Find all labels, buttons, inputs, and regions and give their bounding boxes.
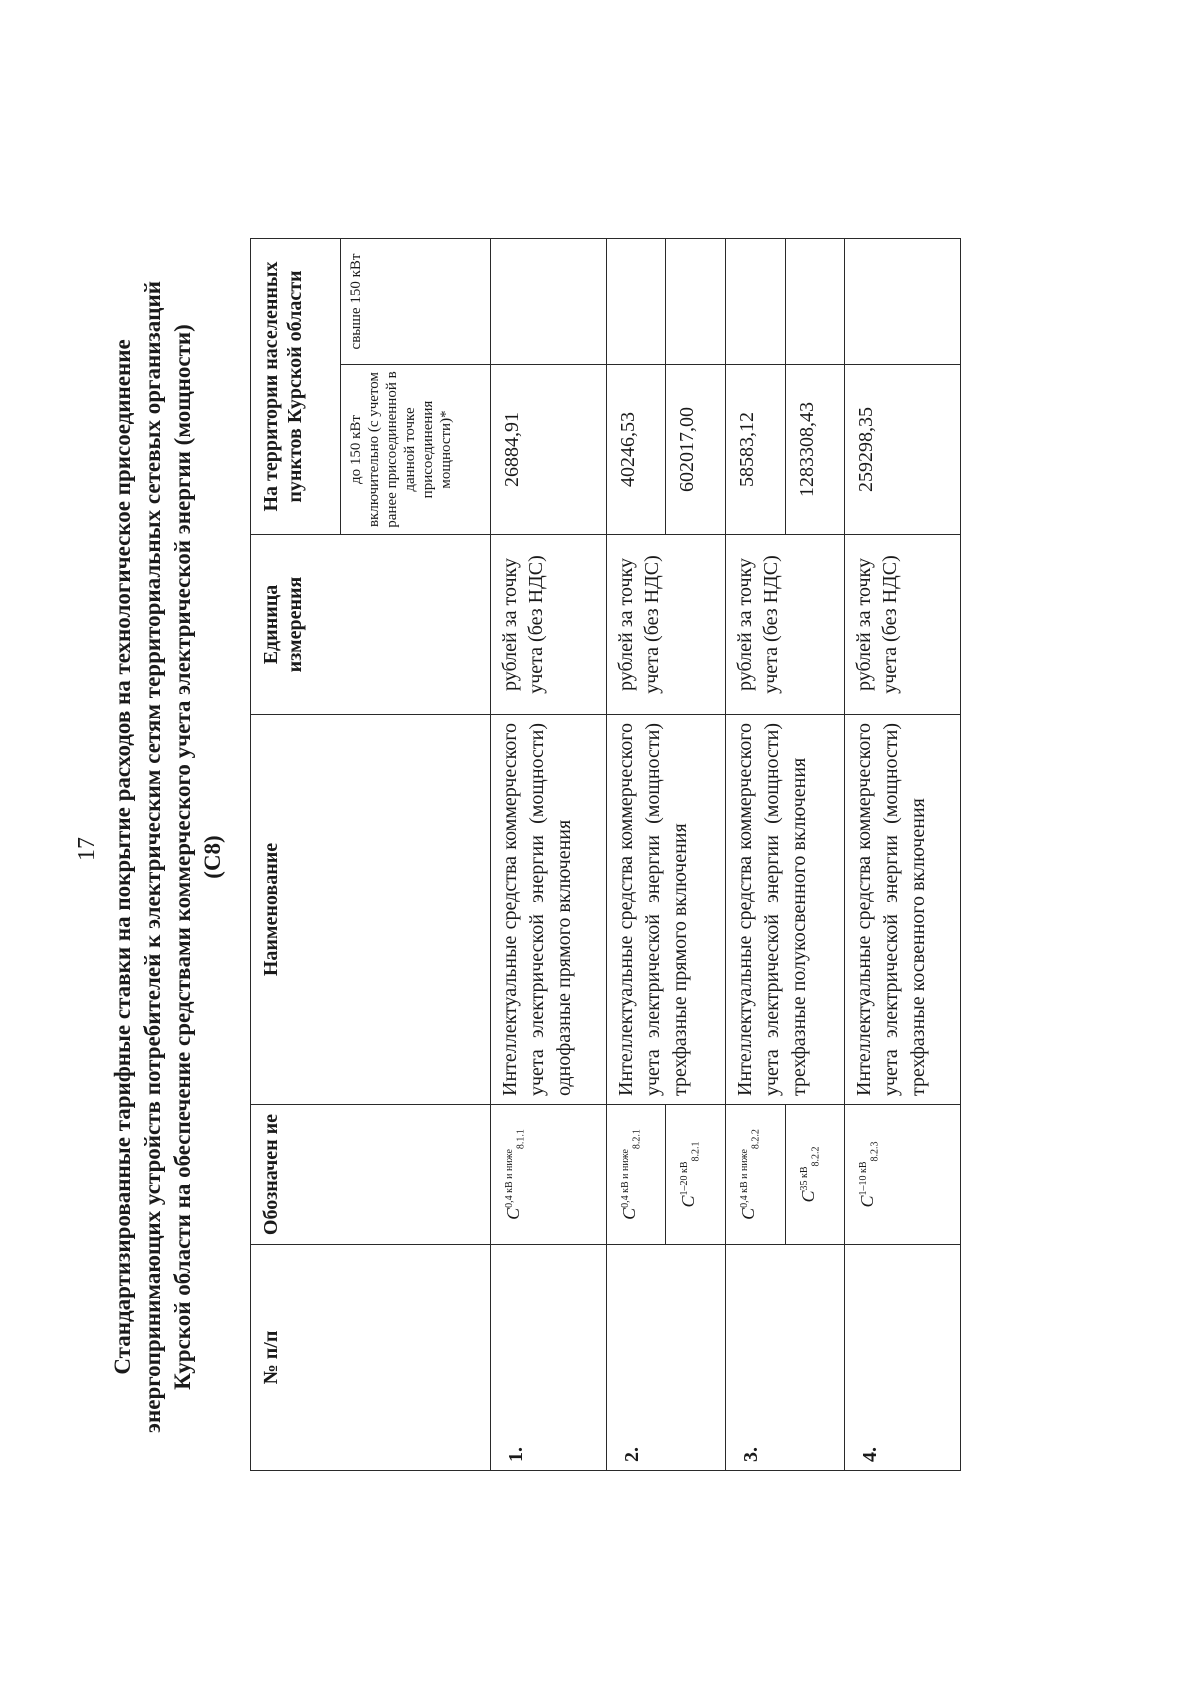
header-designation: Обозначен ие — [251, 1105, 491, 1245]
title-line-3: Курской области на обеспечение средствами коммерческого учета электрической энергии (мощности) — [170, 324, 195, 1390]
value-up-to-150: 26884,91 — [491, 365, 607, 535]
designation-symbol: C — [618, 1207, 639, 1220]
table-row — [491, 239, 607, 1471]
row-name: Интеллектуальные средства коммерческого учета электрической энергии (мощности) трехфазные косвенного включения — [845, 715, 961, 1105]
designation-index: 8.2.1 — [690, 1141, 702, 1162]
tariff-table — [250, 238, 961, 1471]
row-unit: рублей за точку учета (без НДС) — [491, 535, 607, 715]
value-up-to-150: 1283308,43 — [785, 365, 845, 535]
designation-index: 8.2.2 — [750, 1129, 762, 1150]
title-line-2: энергопринимающих устройств потребителей к электрическим сетям территориальных сетевых организаций — [140, 281, 165, 1433]
row-unit: рублей за точку учета (без НДС) — [725, 535, 844, 715]
designation-index: 8.2.2 — [810, 1146, 822, 1167]
designation-voltage: 0,4 кВ и ниже — [619, 1149, 631, 1208]
row-unit: рублей за точку учета (без НДС) — [845, 535, 961, 715]
header-num: № п/п — [251, 1245, 491, 1471]
value-over-150 — [845, 239, 961, 365]
designation-voltage: 0,4 кВ и ниже — [738, 1149, 750, 1208]
value-up-to-150: 58583,12 — [725, 365, 785, 535]
designation-symbol: C — [737, 1207, 758, 1220]
value-over-150 — [785, 239, 845, 365]
designation-symbol: C — [503, 1207, 523, 1220]
header-over-150: свыше 150 кВт — [341, 239, 491, 365]
designation-voltage: 35 кВ — [798, 1166, 810, 1191]
row-designation — [845, 1105, 961, 1245]
page-number: 17 — [74, 837, 100, 861]
value-up-to-150: 259298,35 — [845, 365, 961, 535]
header-unit: Единица измерения — [251, 535, 491, 715]
designation-voltage: 1–20 кВ — [679, 1161, 691, 1196]
row-number: 1. — [491, 1245, 607, 1471]
header-up-to-150: до 150 кВт включительно (с учетом ранее присоединенной в данной точке присоединения мощности)* — [341, 365, 491, 535]
designation-voltage: 1–10 кВ — [858, 1161, 870, 1196]
row-unit: рублей за точку учета (без НДС) — [606, 535, 725, 715]
row-number: 2. — [606, 1245, 725, 1471]
value-over-150 — [491, 239, 607, 365]
designation-index: 8.2.3 — [870, 1141, 881, 1162]
value-over-150 — [606, 239, 666, 365]
designation-symbol: C — [678, 1195, 699, 1208]
designation-symbol: C — [857, 1195, 878, 1208]
title-line-4: (С8) — [200, 835, 225, 879]
table-body — [491, 239, 961, 1471]
designation-voltage: 0,4 кВ и ниже — [504, 1149, 515, 1208]
row-designation — [606, 1105, 666, 1245]
row-designation — [725, 1105, 785, 1245]
row-name: Интеллектуальные средства коммерческого учета электрической энергии (мощности) трехфазные полукосвенного включения — [725, 715, 844, 1105]
document-title — [108, 217, 228, 1497]
header-territory: На территории населенных пунктов Курской области — [251, 239, 341, 535]
row-number: 4. — [845, 1245, 961, 1471]
row-name: Интеллектуальные средства коммерческого учета электрической энергии (мощности) однофазные прямого включения — [491, 715, 607, 1105]
row-designation — [491, 1105, 607, 1245]
value-up-to-150: 602017,00 — [666, 365, 726, 535]
designation-index: 8.1.1 — [515, 1129, 527, 1150]
table-row — [725, 239, 785, 1471]
row-designation — [785, 1105, 845, 1245]
value-over-150 — [725, 239, 785, 365]
title-line-1: Стандартизированные тарифные ставки на покрытие расходов на технологическое присоединение — [110, 339, 135, 1375]
designation-index: 8.2.1 — [631, 1129, 643, 1150]
row-designation — [666, 1105, 726, 1245]
header-name: Наименование — [251, 715, 491, 1105]
row-number: 3. — [725, 1245, 844, 1471]
value-over-150 — [666, 239, 726, 365]
value-up-to-150: 40246,53 — [606, 365, 666, 535]
row-name: Интеллектуальные средства коммерческого учета электрической энергии (мощности) трехфазные прямого включения — [606, 715, 725, 1105]
designation-symbol: C — [797, 1190, 818, 1203]
table-row — [606, 239, 666, 1471]
table-row — [845, 239, 961, 1471]
